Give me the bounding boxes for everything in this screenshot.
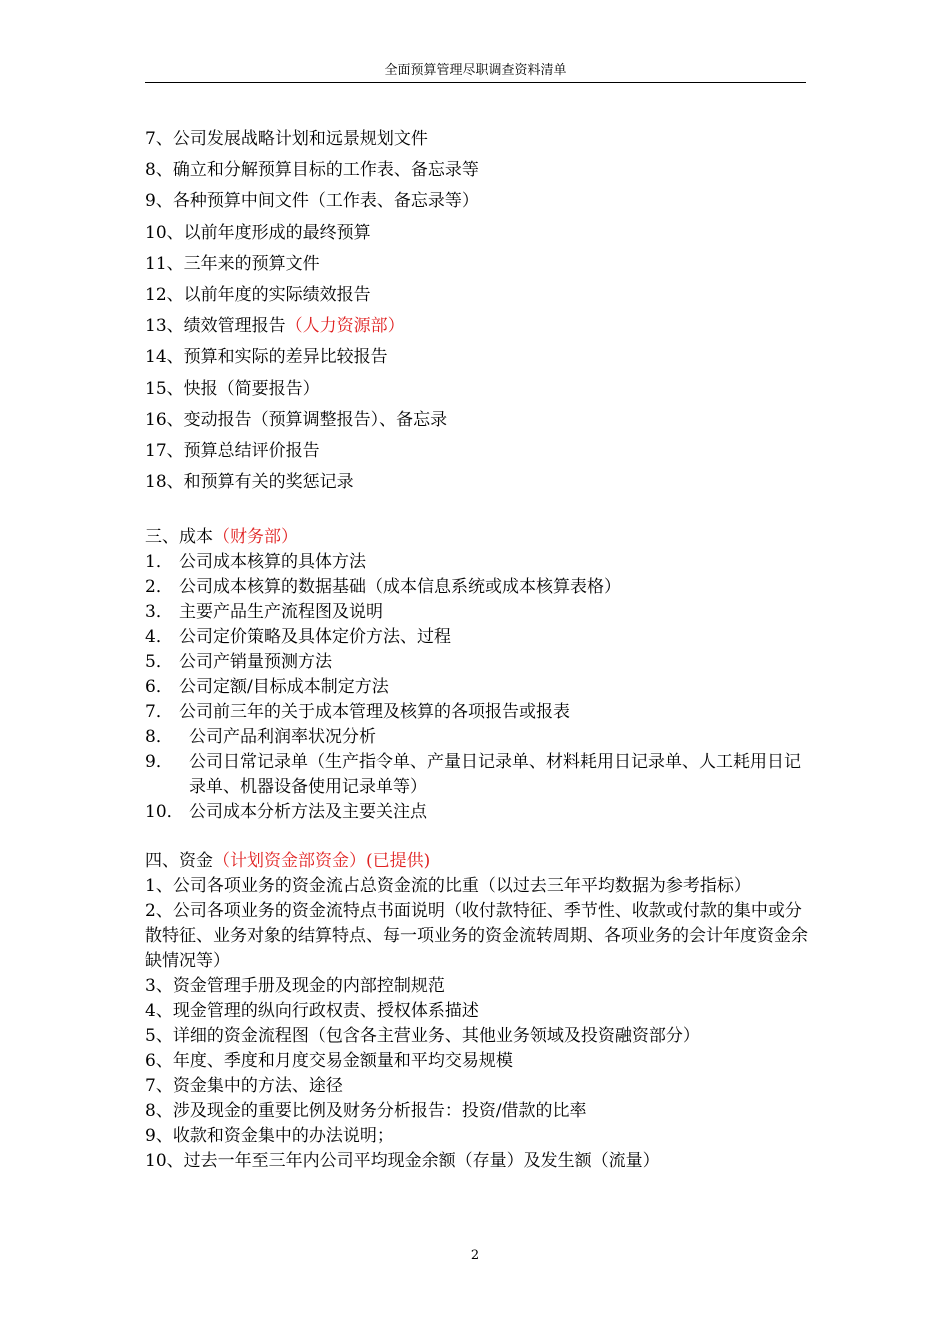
item-text: 主要产品生产流程图及说明 <box>179 602 383 622</box>
budget-document-list <box>145 124 815 498</box>
list-item: 7、资金集中的方法、途径 <box>145 1076 343 1096</box>
list-item: 10、过去一年至三年内公司平均现金余额（存量）及发生额（流量） <box>145 1151 660 1171</box>
list-item <box>145 311 815 342</box>
item-text: 、以前年度形成的最终预算 <box>166 222 371 243</box>
list-item: 4、现金管理的纵向行政权责、授权体系描述 <box>145 1001 479 1021</box>
item-number: 7． <box>145 702 173 722</box>
department-note: （人力资源部） <box>285 316 405 337</box>
item-number: 12 <box>145 284 167 305</box>
item-text: 、预算总结评价报告 <box>166 440 320 461</box>
list-item <box>145 725 815 750</box>
section-title-text: 三、成本 <box>145 527 213 547</box>
item-number: 8 <box>145 160 156 181</box>
list-item <box>145 342 815 373</box>
list-item <box>145 186 815 217</box>
item-text: 公司前三年的关于成本管理及核算的各项报告或报表 <box>179 702 570 722</box>
item-number: 16 <box>145 409 167 430</box>
item-text: 、变动报告（预算调整报告）、备忘录 <box>166 409 448 430</box>
item-text: 、各种预算中间文件（工作表、备忘录等） <box>155 191 479 212</box>
list-item: 8、涉及现金的重要比例及财务分析报告：投资/借款的比率 <box>145 1101 587 1121</box>
list-item <box>145 650 815 675</box>
list-item <box>145 467 815 498</box>
item-number: 18 <box>145 472 167 493</box>
item-text: 、快报（简要报告） <box>166 378 320 399</box>
item-number: 3． <box>145 602 173 622</box>
list-item: 9、收款和资金集中的办法说明； <box>145 1126 394 1146</box>
item-text: 、三年来的预算文件 <box>166 253 320 274</box>
list-item <box>145 436 815 467</box>
list-item <box>145 405 815 436</box>
list-item: 5、详细的资金流程图（包含各主营业务、其他业务领域及投资融资部分） <box>145 1026 700 1046</box>
item-number: 13 <box>145 316 167 337</box>
page-header: 全面预算管理尽职调查资料清单 <box>145 62 806 83</box>
item-text: 、确立和分解预算目标的工作表、备忘录等 <box>155 160 479 181</box>
item-number: 14 <box>145 347 167 368</box>
department-note: （计划资金部资金）(已提供) <box>213 851 431 871</box>
list-item <box>145 124 815 155</box>
item-number: 6． <box>145 677 173 697</box>
list-item: 1、公司各项业务的资金流占总资金流的比重（以过去三年平均数据为参考指标） <box>145 876 751 896</box>
list-item <box>145 750 815 800</box>
item-text: 、预算和实际的差异比较报告 <box>166 347 388 368</box>
section-title-text: 四、资金 <box>145 851 213 871</box>
item-text: 公司定价策略及具体定价方法、过程 <box>179 627 451 647</box>
list-item <box>145 675 815 700</box>
department-note: （财务部） <box>213 527 298 547</box>
list-item <box>145 625 815 650</box>
section-cost <box>145 524 815 825</box>
item-number: 5． <box>145 652 173 672</box>
item-number: 10． <box>145 802 184 822</box>
list-item <box>145 249 815 280</box>
item-text: 公司产品利润率状况分析 <box>189 727 376 747</box>
list-item: 6、年度、季度和月度交易金额量和平均交易规模 <box>145 1051 513 1071</box>
list-item: 2、公司各项业务的资金流特点书面说明（收付款特征、季节性、收款或付款的集中或分散特征、业务对象的结算特点、每一项业务的资金流转周期、各项业务的会计年度资金余缺情况等） <box>145 901 808 971</box>
item-number: 9 <box>145 191 156 212</box>
item-number: 15 <box>145 378 167 399</box>
section-title <box>145 524 815 550</box>
section-funds <box>145 848 815 1174</box>
item-text: 、公司发展战略计划和远景规划文件 <box>155 129 428 149</box>
item-text: 公司成本核算的具体方法 <box>179 552 366 572</box>
item-text: 公司成本核算的数据基础（成本信息系统或成本核算表格） <box>179 577 621 597</box>
item-text: 公司成本分析方法及主要关注点 <box>189 802 427 822</box>
item-number: 10 <box>145 222 167 243</box>
item-text: 、以前年度的实际绩效报告 <box>166 284 371 305</box>
list-item <box>145 600 815 625</box>
list-item <box>145 550 815 575</box>
section-title <box>145 848 815 874</box>
item-text: 、绩效管理报告 <box>166 316 286 337</box>
item-number: 7 <box>145 129 156 149</box>
item-number: 2． <box>145 577 173 597</box>
list-item <box>145 155 815 186</box>
item-text: 公司日常记录单（生产指令单、产量日记录单、材料耗用日记录单、人工耗用日记录单、机器设备使用记录单等） <box>189 752 801 797</box>
list-item <box>145 700 815 725</box>
item-number: 1． <box>145 552 173 572</box>
item-number: 17 <box>145 440 167 461</box>
item-text: 公司定额/目标成本制定方法 <box>179 677 389 697</box>
item-text: 、和预算有关的奖惩记录 <box>166 472 354 493</box>
item-number: 4． <box>145 627 173 647</box>
item-text: 公司产销量预测方法 <box>179 652 332 672</box>
list-item <box>145 374 815 405</box>
list-item <box>145 575 815 600</box>
item-number: 11 <box>145 253 167 274</box>
list-item <box>145 218 815 249</box>
list-item <box>145 280 815 311</box>
page-number: 2 <box>470 1248 480 1263</box>
item-number: 9． <box>145 752 173 772</box>
item-number: 8． <box>145 727 173 747</box>
list-item <box>145 800 815 825</box>
list-item: 3、资金管理手册及现金的内部控制规范 <box>145 976 445 996</box>
